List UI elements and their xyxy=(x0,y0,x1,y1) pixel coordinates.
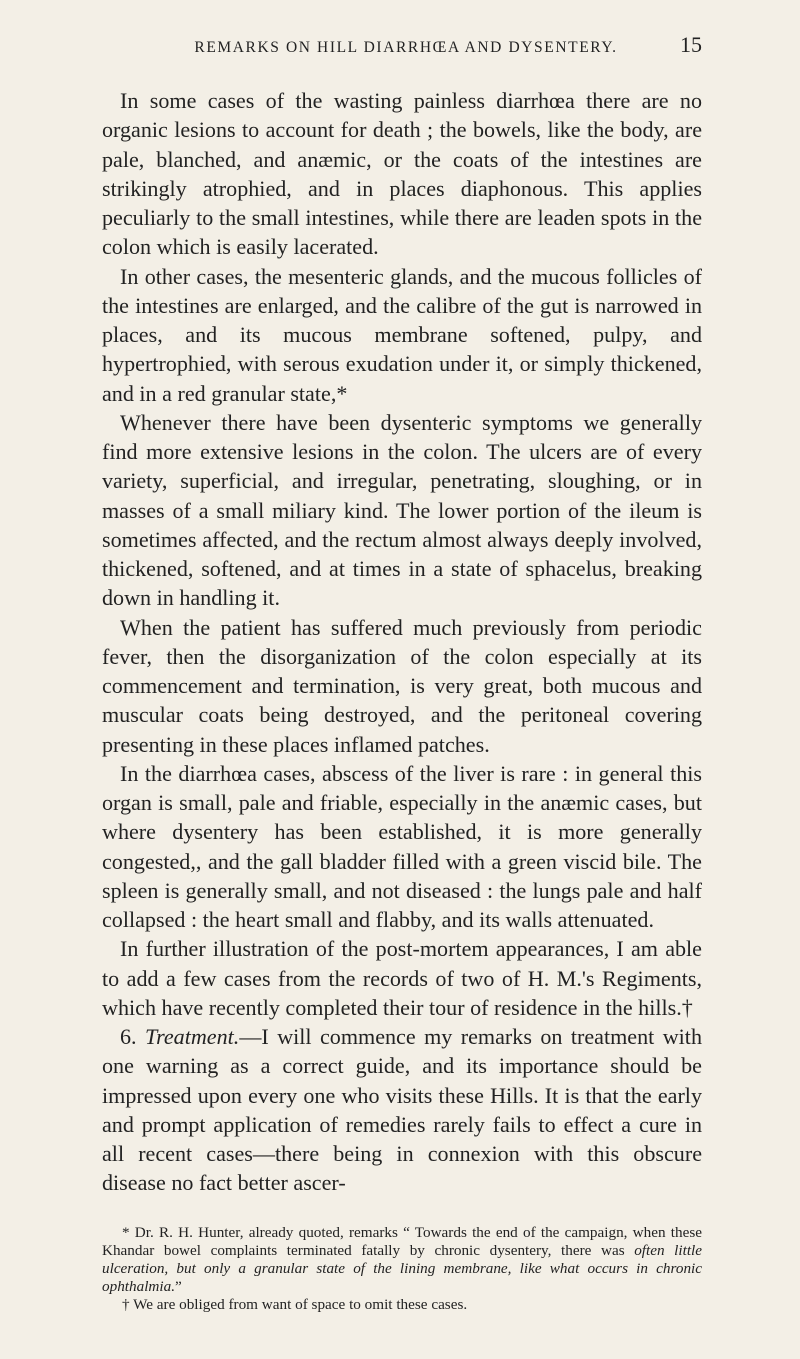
section-heading: Treatment. xyxy=(145,1024,240,1049)
treatment-paragraph xyxy=(102,1022,702,1198)
treatment-text: —I will commence my remarks on treatment with one warning as a correct guide, and its importance should be impressed upon every one who visits these Hills. It is that the early and prompt application of remedies rarely fails to effect a cure in all recent cases—there being in connexion with this obscure disease no fact better ascer- xyxy=(102,1024,702,1196)
footnotes xyxy=(102,1224,702,1315)
footnote xyxy=(102,1224,702,1297)
paragraph: When the patient has suffered much previously from periodic fever, then the disorganization of the colon especially at its commencement and termination, is very great, both mucous and muscular coats being destroyed, and the peritoneal covering presenting in these places inflamed patches. xyxy=(102,614,702,757)
paragraph: In further illustration of the post-mortem appearances, I am able to add a few cases from the records of two of H. M.'s Regiments, which have recently completed their tour of residence in the hills.† xyxy=(102,936,702,1020)
running-title: REMARKS ON HILL DIARRHŒA AND DYSENTERY. xyxy=(194,39,618,56)
paragraph: In some cases of the wasting painless diarrhœa there are no organic lesions to account for death ; the bowels, like the body, are pale, blanched, and anæmic, or the coats of the intestines are strikingly atrophied, and in places diaphonous. This applies peculiarly to the small intestines, while there are leaden spots in the colon which is easily lacerated. xyxy=(102,88,702,260)
footnote: † We are obliged from want of space to omit these cases. xyxy=(122,1296,468,1314)
footnote-quote: often little ulceration, but only a granular state of the lining membrane, like what occurs in chronic ophthalmia. xyxy=(102,1241,702,1296)
section-number: 6. xyxy=(120,1024,145,1049)
paragraph: In the diarrhœa cases, abscess of the liver is rare : in general this organ is small, pale and friable, especially in the anæmic cases, but where dysentery has been established, it is more generally congested,, and the gall bladder filled with a green viscid bile. The spleen is generally small, and not diseased : the lungs pale and half collapsed : the heart small and flabby, and its walls attenuated. xyxy=(102,760,702,932)
running-head xyxy=(102,32,702,76)
paragraph: In other cases, the mesenteric glands, and the mucous follicles of the intestines are enlarged, and the calibre of the gut is narrowed in places, and its mucous membrane softened, pulpy, and hypertrophied, with serous exudation under it, or simply thickened, and in a red granular state,* xyxy=(102,263,702,406)
page-number: 15 xyxy=(680,32,702,57)
body-text xyxy=(102,86,702,1198)
paragraph: Whenever there have been dysenteric symptoms we generally find more extensive lesions in the colon. The ulcers are of every variety, superficial, and irregular, penetrating, sloughing, or in masses of a small miliary kind. The lower portion of the ileum is sometimes affected, and the rectum almost always deeply involved, thickened, softened, and at times in a state of sphacelus, breaking down in handling it. xyxy=(102,409,702,611)
footnote-quote-end: ” xyxy=(175,1278,182,1296)
footnote-text: * Dr. R. H. Hunter, already quoted, remarks “ Towards the end of the campaign, when these Khandar bowel complaints terminated fatally by chronic dysentery, there was xyxy=(102,1223,702,1259)
